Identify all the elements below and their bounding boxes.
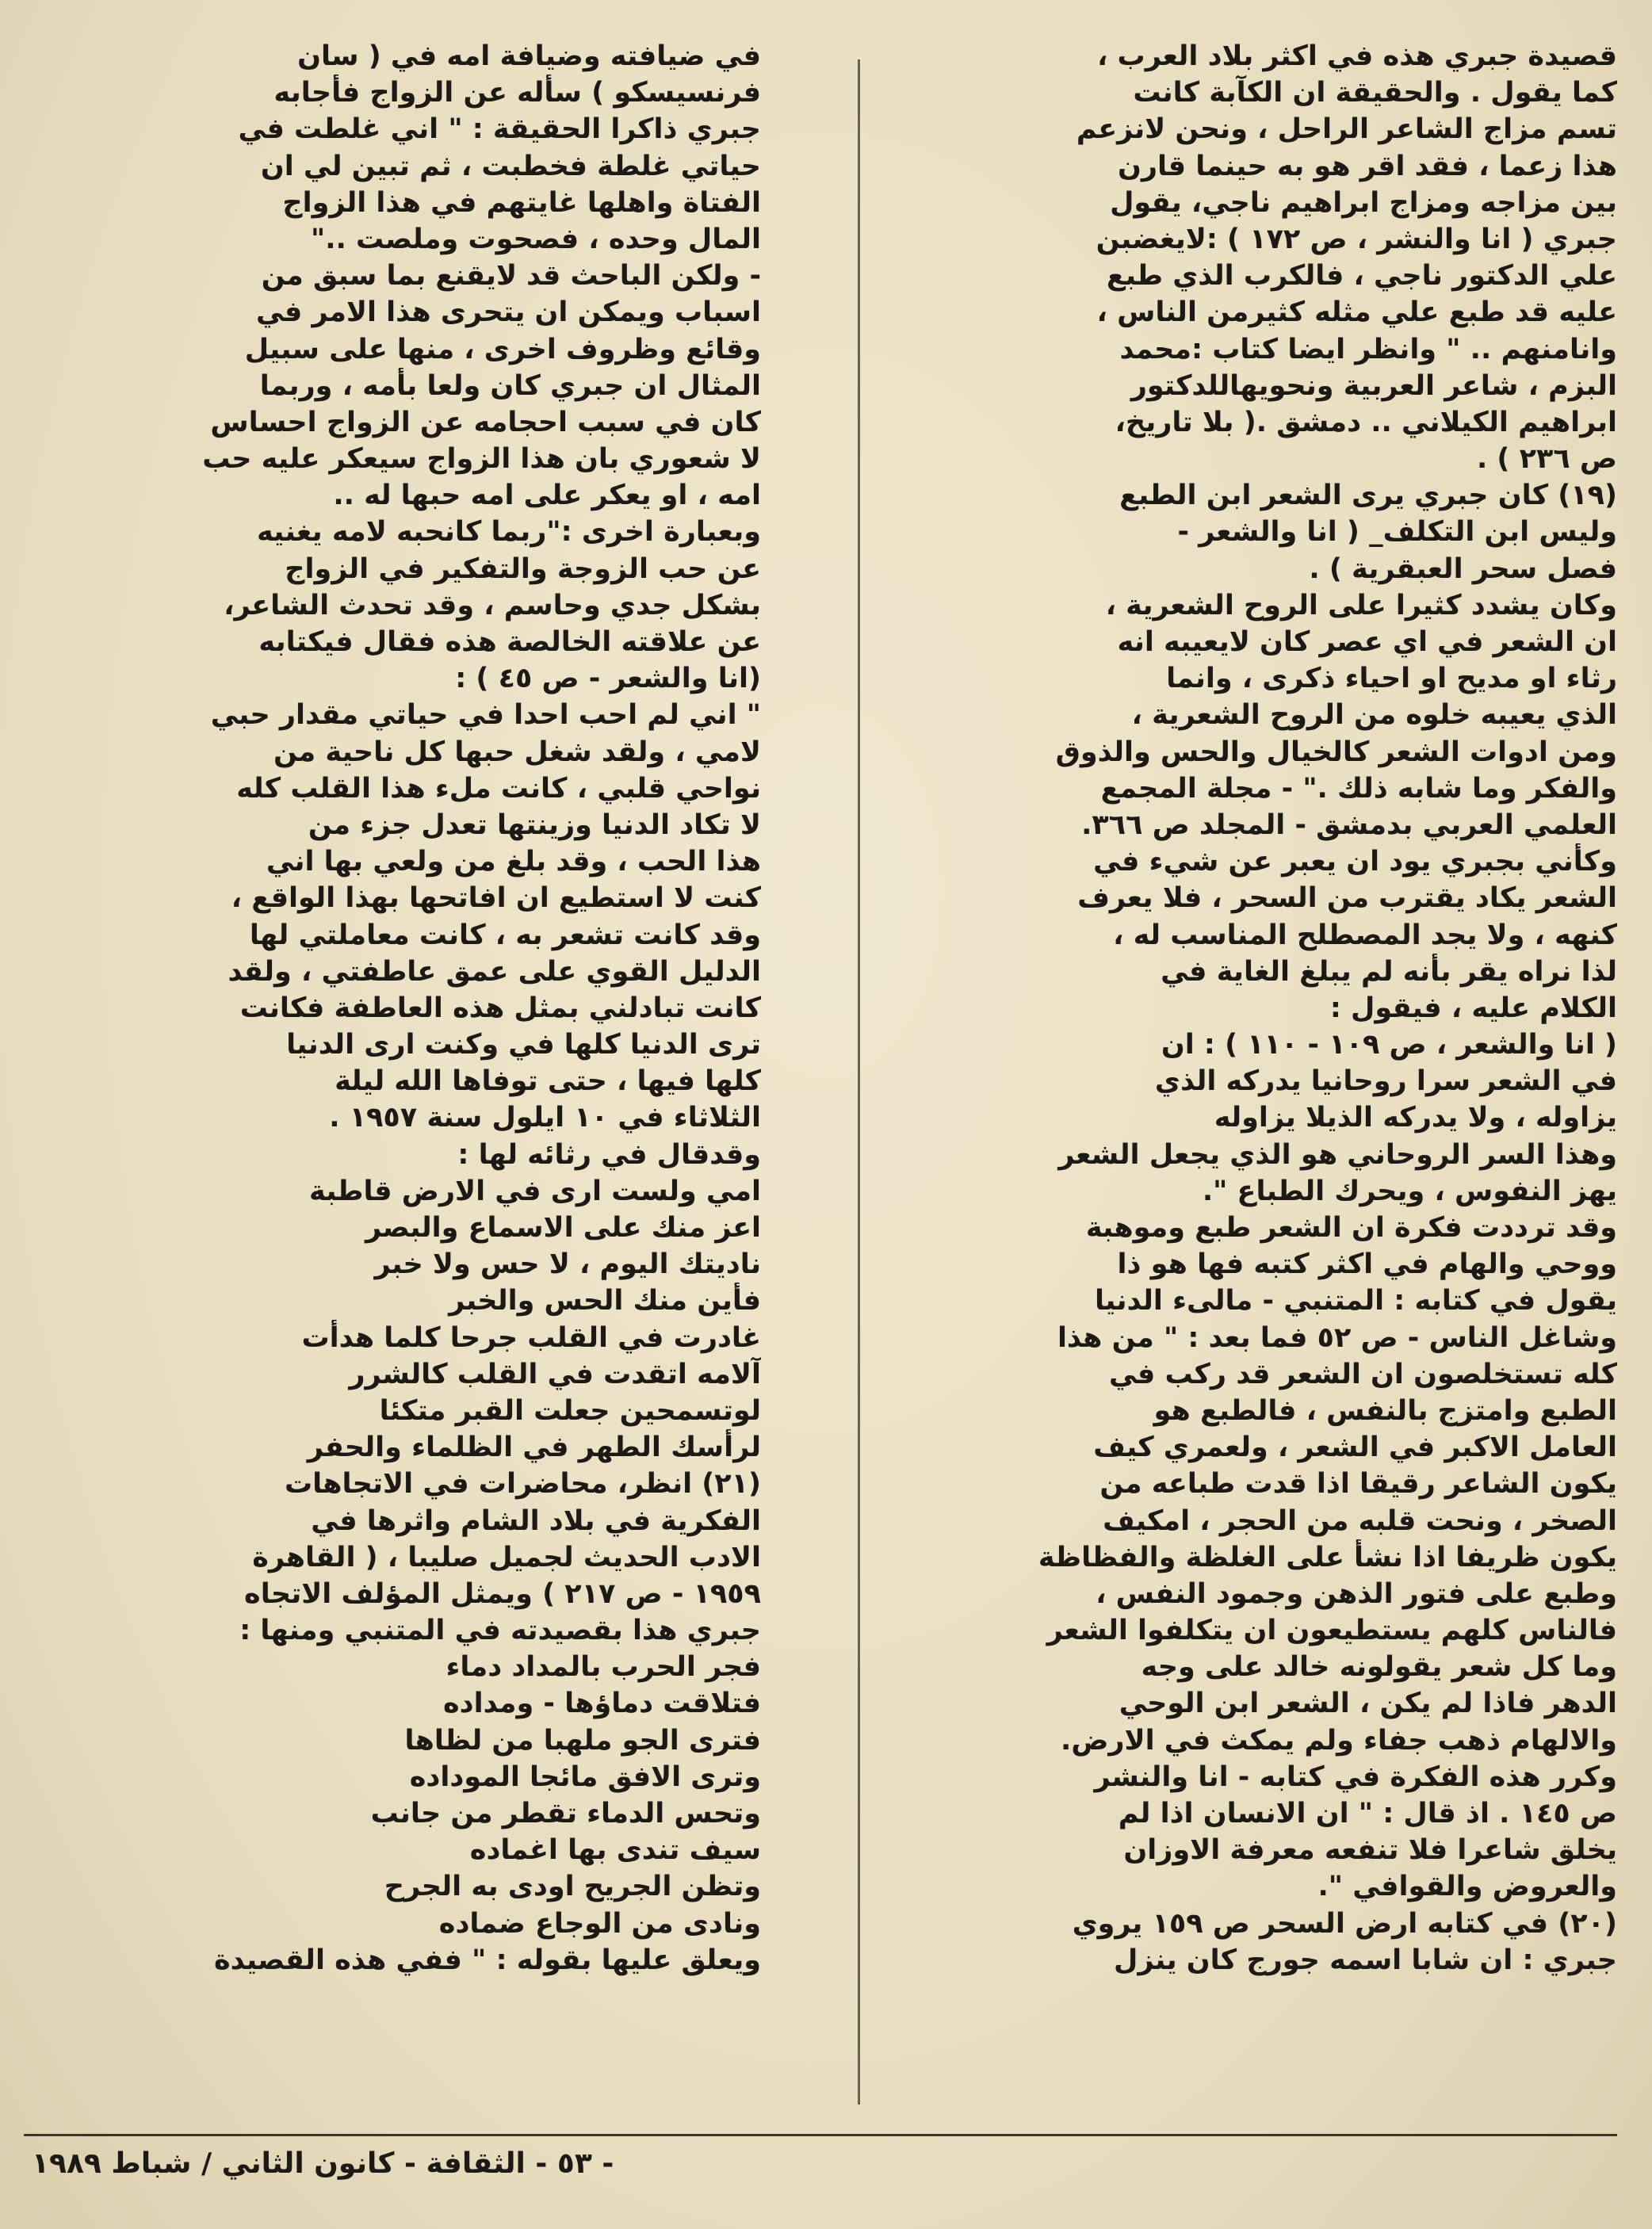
text-line: فتلاقت دماؤها - ومداده: [442, 1688, 761, 1720]
text-line: علي الدكتور ناجي ، فالكرب الذي طبع: [1106, 260, 1617, 292]
text-line: ابراهيم الكيلاني .. دمشق .( بلا تاريخ،: [1115, 406, 1617, 438]
text-line: اعز منك على الاسماع والبصر: [365, 1212, 761, 1244]
text-line: ناديتك اليوم ، لا حس ولا خبر: [374, 1248, 761, 1281]
text-line: - ولكن الباحث قد لايقنع بما سبق من: [261, 260, 761, 292]
text-line: كنت لا استطيع ان افاتحها بهذا الواقع ،: [231, 882, 761, 915]
text-line: وترى الافق مائجا الموداده: [409, 1761, 761, 1793]
text-line: ويعلق عليها بقوله : " ففي هذه القصيدة: [213, 1944, 761, 1976]
text-line: الفتاة واهلها غايتهم في هذا الزواج: [282, 186, 761, 219]
text-line: ووحي والهام في اكثر كتبه فها هو ذا: [1117, 1248, 1617, 1281]
text-line: لوتسمحين جعلت القبر متكئا: [379, 1394, 761, 1427]
text-line: ومن ادوات الشعر كالخيال والحس والذوق: [1055, 736, 1617, 768]
text-line: وانامنهم .. " وانظر ايضا كتاب :محمد: [1119, 333, 1617, 365]
text-line: غادرت في القلب جرحا كلما هدأت: [301, 1321, 761, 1354]
text-line: فرنسيسكو ) سأله عن الزواج فأجابه: [273, 77, 761, 109]
text-line: يخلق شاعرا فلا تنفعه معرفة الاوزان: [1123, 1834, 1617, 1867]
text-line: يكون ظريفا اذا نشأ على الغلظة والفظاظة: [1038, 1541, 1617, 1573]
text-line: جبري ذاكرا الحقيقة : " اني غلطت في: [238, 113, 761, 146]
text-line: الفكرية في بلاد الشام واثرها في: [311, 1504, 761, 1537]
text-line: امه ، او يعكر على امه حبها له ..: [333, 480, 761, 512]
text-line: ( انا والشعر ، ص ١٠٩ - ١١٠ ) : ان: [1161, 1029, 1617, 1061]
page-footer: - ٥٣ - الثقافة - كانون الثاني / شباط ١٩٨٩: [32, 2147, 614, 2180]
text-line: العامل الاكبر في الشعر ، ولعمري كيف: [1093, 1432, 1617, 1464]
text-line: وقد ترددت فكرة ان الشعر طبع وموهبة: [1085, 1212, 1617, 1244]
text-line: وليس ابن التكلف_ ( انا والشعر -: [1177, 516, 1617, 549]
text-line: ١٩٥٩ - ص ٢١٧ ) ويمثل المؤلف الاتجاه: [244, 1577, 761, 1610]
text-line: بشكل جدي وحاسم ، وقد تحدث الشاعر،: [224, 589, 761, 621]
text-line: الكلام عليه ، فيقول :: [1329, 992, 1617, 1024]
text-line: العلمي العربي بدمشق - المجلد ص ٣٦٦.: [1081, 809, 1617, 841]
text-line: ص ١٤٥ . اذ قال : " ان الانسان اذا لم: [1118, 1798, 1617, 1829]
text-line: عليه قد طبع علي مثله كثيرمن الناس ،: [1096, 296, 1617, 329]
text-line: فأين منك الحس والخبر: [449, 1285, 761, 1317]
text-line: وكان يشدد كثيرا على الروح الشعرية ،: [1105, 589, 1617, 621]
text-line: (١٩) كان جبري يرى الشعر ابن الطبع: [1119, 480, 1617, 512]
text-line: هذا الحب ، وقد بلغ من ولعي بها اني: [266, 846, 761, 878]
text-line: كله تستخلصون ان الشعر قد ركب في: [1108, 1358, 1617, 1390]
text-line: ان الشعر في اي عصر كان لايعيبه انه: [1117, 626, 1617, 658]
text-line: الذي يعيبه خلوه من الروح الشعرية ،: [1131, 699, 1617, 732]
text-line: آلامه اتقدت في القلب كالشرر: [349, 1358, 761, 1390]
text-line: بين مزاجه ومزاج ابراهيم ناجي، يقول: [1110, 186, 1617, 219]
text-line: (٢٠) في كتابه ارض السحر ص ١٥٩ يروي: [1072, 1907, 1617, 1940]
text-line: لذا نراه يقر بأنه لم يبلغ الغاية في: [1161, 955, 1617, 988]
text-line: فالناس كلهم يستطيعون ان يتكلفوا الشعر: [1046, 1615, 1617, 1647]
text-line: جبري هذا بقصيدته في المتنبي ومنها :: [239, 1615, 761, 1647]
text-line: الشعر يكاد يقترب من السحر ، فلا يعرف: [1077, 882, 1617, 915]
text-line: الصخر ، ونحت قلبه من الحجر ، امكيف: [1103, 1504, 1617, 1537]
text-line: يكون الشاعر رقيقا اذا قدت طباعه من: [1099, 1468, 1617, 1501]
text-line: كانت تبادلني بمثل هذه العاطفة فكانت: [239, 992, 761, 1024]
text-line: نواحي قلبي ، كانت ملء هذا القلب كله: [236, 772, 761, 805]
text-line: عن حب الزوجة والتفكير في الزواج: [285, 552, 761, 585]
text-line: قصيدة جبري هذه في اكثر بلاد العرب ،: [1097, 40, 1617, 72]
right-text-column: [888, 38, 1617, 1979]
text-line: كان في سبب احجامه عن الزواج احساس: [210, 406, 761, 438]
text-line: لرأسك الطهر في الظلماء والحفر: [307, 1432, 761, 1464]
text-line: لا شعوري بان هذا الزواج سيعكر عليه حب: [202, 443, 761, 476]
text-line: والالهام ذهب جفاء ولم يمكث في الارض.: [1061, 1724, 1617, 1757]
text-line: الثلاثاء في ١٠ ايلول سنة ١٩٥٧ .: [329, 1102, 761, 1134]
text-line: امي ولست ارى في الارض قاطبة: [309, 1175, 761, 1207]
text-line: والفكر وما شابه ذلك ." - مجلة المجمع: [1100, 772, 1617, 805]
text-line: وما كل شعر يقولونه خالد على وجه: [1141, 1651, 1617, 1684]
text-line: فصل سحر العبقرية ) .: [1309, 552, 1617, 585]
text-line: البزم ، شاعر العربية ونحويهاللدكتور: [1130, 369, 1617, 402]
text-line: وتحس الدماء تقطر من جانب: [370, 1798, 761, 1829]
text-line: يقول في كتابه : المتنبي - مالىء الدنيا: [1094, 1285, 1617, 1317]
text-line: اسباب ويمكن ان يتحرى هذا الامر في: [255, 296, 761, 329]
text-line: وكأني بجبري يود ان يعبر عن شيء في: [1093, 846, 1617, 878]
text-line: وكرر هذه الفكرة في كتابه - انا والنشر: [1094, 1761, 1617, 1793]
text-line: وتظن الجريح اودى به الجرح: [384, 1871, 761, 1903]
text-line: كما يقول . والحقيقة ان الكآبة كانت: [1133, 77, 1617, 109]
text-line: ص ٢٣٦ ) .: [1476, 443, 1617, 476]
text-line: الطبع وامتزج بالنفس ، فالطبع هو: [1153, 1394, 1617, 1427]
text-line: وهذا السر الروحاني هو الذي يجعل الشعر: [1058, 1138, 1617, 1171]
text-line: جبري : ان شابا اسمه جورج كان ينزل: [1114, 1944, 1617, 1976]
text-line: وقائع وظروف اخرى ، منها على سبيل: [244, 333, 761, 365]
text-line: في الشعر سرا روحانيا يدركه الذي: [1154, 1065, 1617, 1098]
text-line: لا تكاد الدنيا وزينتها تعدل جزء من: [308, 809, 761, 841]
text-line: يزاوله ، ولا يدركه الذيلا يزاوله: [1214, 1102, 1617, 1134]
text-line: سيف تندى بها اغماده: [469, 1834, 761, 1867]
text-line: فجر الحرب بالمداد دماء: [446, 1651, 761, 1684]
text-line: الادب الحديث لجميل صليبا ، ( القاهرة: [252, 1541, 761, 1573]
text-line: في ضيافته وضيافة امه في ( سان: [297, 40, 761, 72]
text-line: لامي ، ولقد شغل حبها كل ناحية من: [273, 736, 761, 768]
text-line: وطبع على فتور الذهن وجمود النفس ،: [1096, 1577, 1617, 1610]
text-line: رثاء او مديح او احياء ذكرى ، وانما: [1166, 663, 1617, 695]
text-line: (٢١) انظر، محاضرات في الاتجاهات: [284, 1468, 761, 1501]
text-line: وبعبارة اخرى :"ربما كانحبه لامه يغنيه: [256, 516, 761, 549]
text-line: يهز النفوس ، ويحرك الطباع ".: [1202, 1175, 1617, 1207]
text-line: الدليل القوي على عمق عاطفتي ، ولقد: [228, 955, 761, 988]
text-line: والعروض والقوافي ".: [1317, 1871, 1617, 1903]
text-line: ترى الدنيا كلها في وكنت ارى الدنيا: [286, 1029, 761, 1061]
text-line: عن علاقته الخالصة هذه فقال فيكتابه: [258, 626, 761, 658]
text-line: جبري ( انا والنشر ، ص ١٧٢ ) :لايغضبن: [1096, 223, 1617, 255]
left-text-column: [44, 38, 761, 1979]
column-divider: [858, 59, 860, 2105]
text-line: كنهه ، ولا يجد المصطلح المناسب له ،: [1113, 919, 1617, 951]
text-line: الدهر فاذا لم يكن ، الشعر ابن الوحي: [1119, 1688, 1617, 1720]
text-line: المثال ان جبري كان ولعا بأمه ، وربما: [259, 369, 761, 402]
text-line: حياتي غلطة فخطبت ، ثم تبين لي ان: [260, 150, 761, 182]
text-line: وقدقال في رثائه لها :: [457, 1138, 761, 1171]
footer-rule: [24, 2134, 1617, 2136]
text-line: وشاغل الناس - ص ٥٢ فما بعد : " من هذا: [1057, 1321, 1617, 1354]
text-line: فترى الجو ملهبا من لظاها: [404, 1724, 761, 1757]
text-line: هذا زعما ، فقد اقر هو به حينما قارن: [1118, 150, 1617, 182]
text-line: ونادى من الوجاع ضماده: [438, 1907, 761, 1940]
text-line: تسم مزاج الشاعر الراحل ، ونحن لانزعم: [1076, 113, 1617, 146]
text-line: المال وحده ، فصحوت وملصت ..": [310, 223, 761, 255]
text-line: وقد كانت تشعر به ، كانت معاملتي لها: [249, 919, 761, 951]
text-line: " اني لم احب احدا في حياتي مقدار حبي: [210, 699, 761, 732]
text-line: كلها فيها ، حتى توفاها الله ليلة: [335, 1065, 761, 1098]
text-line: (انا والشعر - ص ٤٥ ) :: [455, 663, 761, 695]
